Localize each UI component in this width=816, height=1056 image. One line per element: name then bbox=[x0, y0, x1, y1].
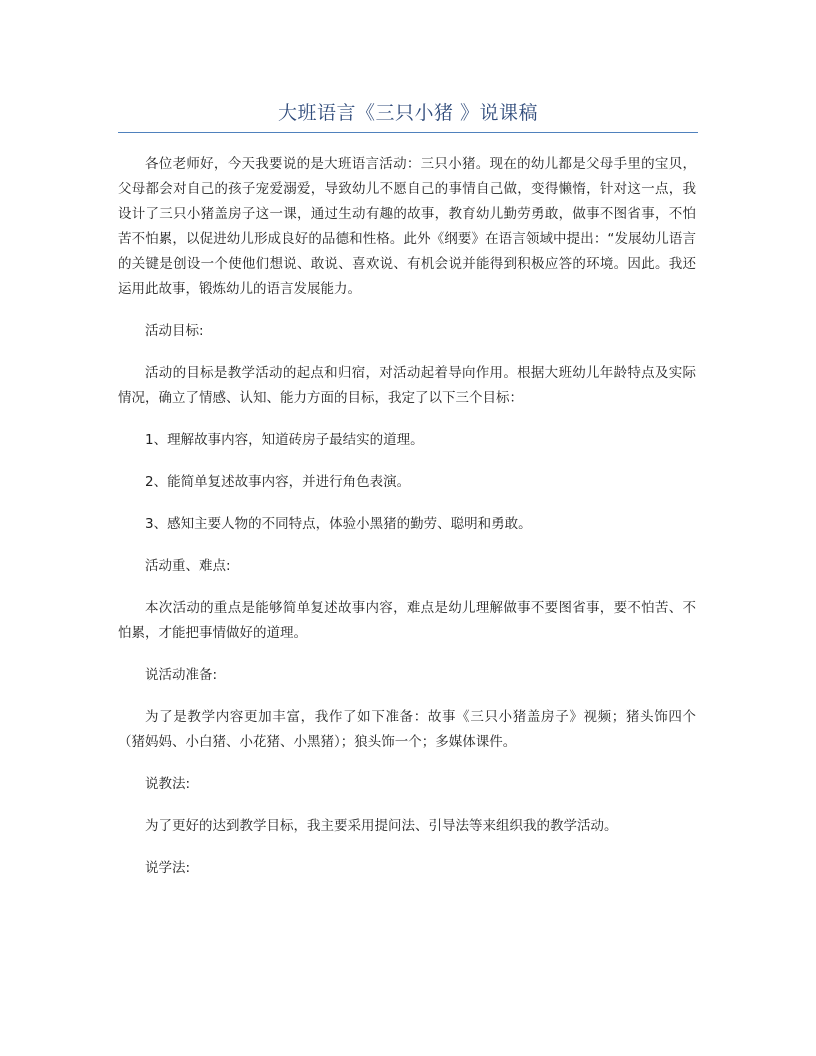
document-body bbox=[118, 152, 696, 898]
section-heading-preparation: 说活动准备: bbox=[145, 667, 218, 683]
preparation-paragraph: 为了是教学内容更加丰富，我作了如下准备：故事《三只小猪盖房子》视频；猪头饰四个（猪妈妈、小白猪、小花猪、小黑猪）；狼头饰一个；多媒体课件。 bbox=[118, 709, 696, 750]
document-title: 大班语言《三只小猪 》说课稿 bbox=[277, 102, 539, 124]
goal-item-3: 3、感知主要人物的不同特点，体验小黑猪的勤劳、聪明和勇敢。 bbox=[145, 516, 532, 532]
goal-item-1: 1、理解故事内容，知道砖房子最结实的道理。 bbox=[145, 432, 424, 448]
title-divider bbox=[118, 132, 698, 133]
section-heading-key-points: 活动重、难点: bbox=[145, 558, 231, 574]
section-heading-learning-method: 说学法: bbox=[145, 860, 191, 876]
goal-item-2: 2、能简单复述故事内容，并进行角色表演。 bbox=[145, 474, 411, 490]
key-points-paragraph: 本次活动的重点是能够简单复述故事内容，难点是幼儿理解做事不要图省事，要不怕苦、不怕累，才能把事情做好的道理。 bbox=[118, 600, 696, 641]
section-heading-goals: 活动目标: bbox=[145, 323, 204, 339]
goals-paragraph: 活动的目标是教学活动的起点和归宿，对活动起着导向作用。根据大班幼儿年龄特点及实际情况，确立了情感、认知、能力方面的目标，我定了以下三个目标： bbox=[118, 365, 696, 406]
intro-paragraph: 各位老师好，今天我要说的是大班语言活动：三只小猪。现在的幼儿都是父母手里的宝贝，父母都会对自己的孩子宠爱溺爱，导致幼儿不愿自己的事情自己做，变得懒惰，针对这一点，我设计了三只小猪盖房子这一课，通过生动有趣的故事，教育幼儿勤劳勇敢，做事不图省事，不怕苦不怕累，以促进幼儿形成良好的品德和性格。此外《纲要》在语言领域中提出：“发展幼儿语言的关键是创设一个使他们想说、敢说、喜欢说、有机会说并能得到积极应答的环境。因此。我还运用此故事，锻炼幼儿的语言发展能力。 bbox=[118, 156, 696, 297]
section-heading-teaching-method: 说教法: bbox=[145, 776, 191, 792]
teaching-method-paragraph: 为了更好的达到教学目标，我主要采用提问法、引导法等来组织我的教学活动。 bbox=[145, 818, 618, 834]
